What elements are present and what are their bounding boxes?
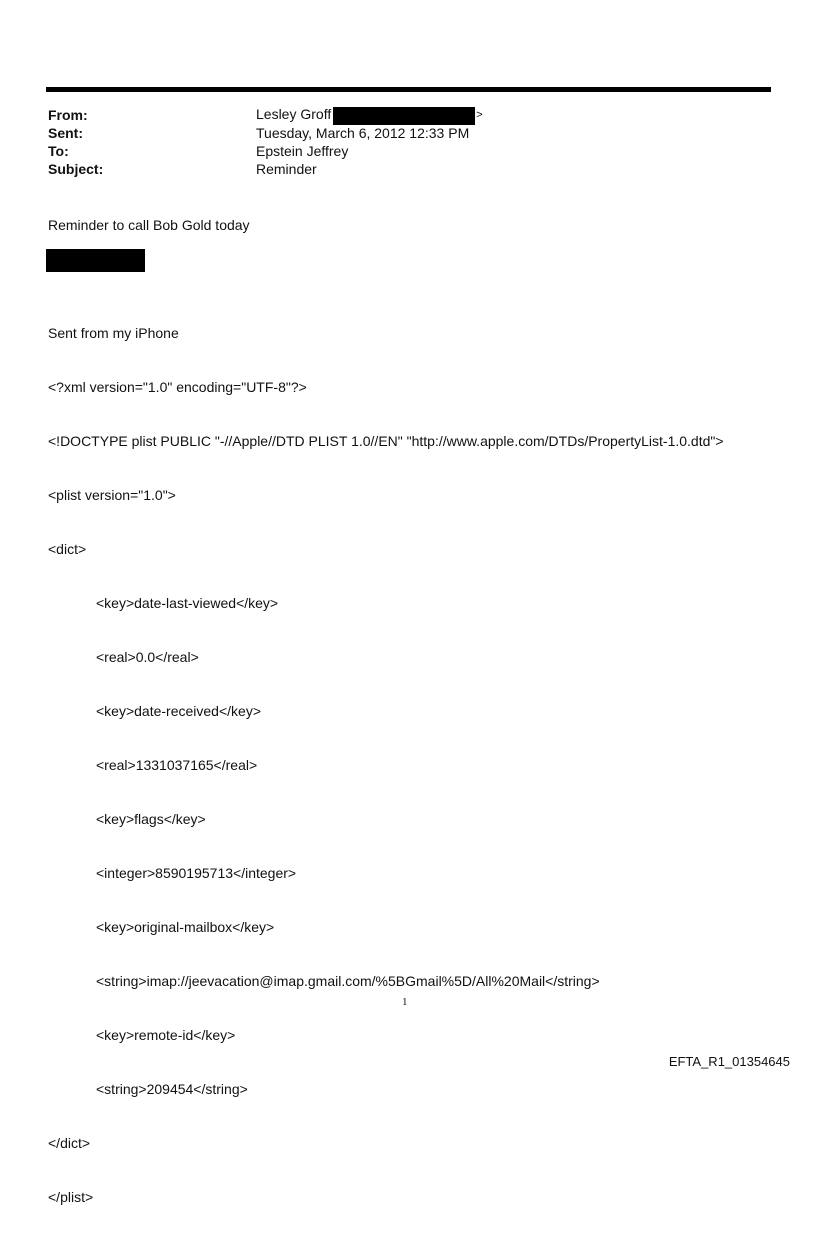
plist-line: Sent from my iPhone (48, 325, 179, 341)
plist-line: </dict> (48, 1135, 91, 1151)
signature-redaction (46, 249, 145, 272)
from-label: From: (48, 107, 88, 123)
plist-line: <string>imap://jeevacation@imap.gmail.com/%5BGmail%5D/All%20Mail</string> (96, 973, 600, 989)
plist-line: </plist> (48, 1189, 94, 1205)
email-body-message: Reminder to call Bob Gold today (48, 217, 250, 233)
sent-row (48, 124, 768, 142)
bates-number: EFTA_R1_01354645 (668, 1054, 790, 1069)
from-row (48, 106, 768, 124)
plist-line: <?xml version="1.0" encoding="UTF-8"?> (48, 379, 307, 395)
plist-line: <plist version="1.0"> (48, 487, 176, 503)
plist-line: <string>209454</string> (96, 1081, 248, 1097)
plist-line: <real>0.0</real> (96, 649, 199, 665)
plist-block (48, 288, 724, 1242)
plist-line: <key>date-last-viewed</key> (96, 595, 279, 611)
plist-line: <real>1331037165</real> (96, 757, 258, 773)
header-divider (46, 87, 771, 92)
plist-line: <key>flags</key> (96, 811, 206, 827)
page-number: 1 (402, 996, 408, 1008)
plist-line: <key>remote-id</key> (96, 1027, 236, 1043)
sender-email-tail: > (476, 109, 483, 122)
sender-email-redaction (333, 107, 475, 125)
sent-label: Sent: (48, 125, 83, 141)
subject-value: Reminder (256, 161, 317, 177)
subject-row (48, 160, 768, 178)
plist-line: <!DOCTYPE plist PUBLIC "-//Apple//DTD PLIST 1.0//EN" "http://www.apple.com/DTDs/PropertyList-1.0.dtd"> (48, 433, 724, 449)
plist-line: <dict> (48, 541, 87, 557)
email-header (48, 106, 768, 178)
to-label: To: (48, 143, 69, 159)
subject-label: Subject: (48, 161, 104, 177)
sender-name: Lesley Groff (256, 106, 332, 123)
to-value: Epstein Jeffrey (256, 143, 349, 159)
sent-value: Tuesday, March 6, 2012 12:33 PM (256, 125, 470, 141)
plist-line: <key>date-received</key> (96, 703, 261, 719)
from-value (256, 105, 483, 124)
plist-line: <integer>8590195713</integer> (96, 865, 297, 881)
plist-line: <key>original-mailbox</key> (96, 919, 275, 935)
to-row (48, 142, 768, 160)
